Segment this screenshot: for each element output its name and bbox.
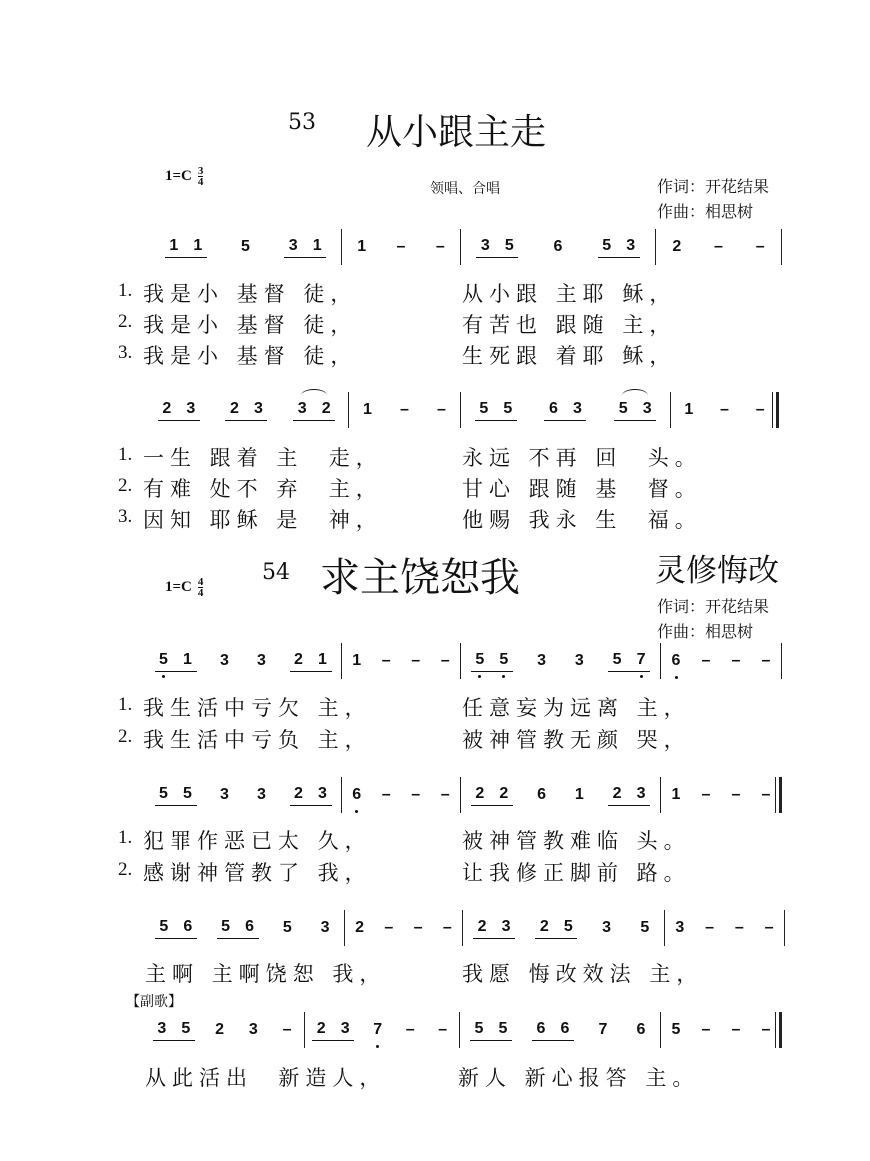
verse-number: 2. <box>118 475 133 496</box>
measure <box>660 643 781 679</box>
note: 1 <box>318 651 327 668</box>
eighth-pair <box>290 650 332 672</box>
note: 5 <box>618 400 628 417</box>
lyric-right: 被神管教难临 头。 <box>462 829 691 853</box>
note: 2 <box>162 400 172 417</box>
hold-dash: – <box>435 238 445 255</box>
measure <box>670 392 778 428</box>
lyric-right: 我愿 悔改效法 主， <box>462 962 704 986</box>
lyric-right: 有苦也 跟随 主， <box>462 313 677 337</box>
key-label: 1=C <box>165 579 192 595</box>
note: 3 <box>157 1020 167 1037</box>
lyric-left: 因知 耶稣 是 神， <box>143 508 383 532</box>
note: 6 <box>245 918 255 935</box>
note-low-octave: 6 <box>667 651 685 671</box>
eighth-pair-slurred <box>614 399 656 421</box>
time-bottom: 4 <box>197 176 204 188</box>
note: 3 <box>248 1021 258 1038</box>
song-number: 53 <box>288 110 316 135</box>
note: 3 <box>574 652 584 669</box>
note: 2 <box>539 918 549 935</box>
note: 3 <box>626 237 636 254</box>
note: 1 <box>169 237 179 254</box>
eighth-pair <box>290 784 332 806</box>
chorus-label: 【副歌】 <box>126 994 182 1010</box>
verse-number: 1. <box>118 280 133 301</box>
note: 5 <box>241 238 250 255</box>
final-barline <box>775 777 782 813</box>
note: 3 <box>537 652 547 669</box>
note: 1 <box>671 786 681 803</box>
note: 1 <box>183 651 192 668</box>
hold-dash: – <box>701 652 711 669</box>
measure <box>344 910 462 946</box>
note: 5 <box>479 400 489 417</box>
measure <box>145 392 348 428</box>
verse-number: 2. <box>118 311 133 332</box>
note: 1 <box>574 786 584 803</box>
note: 5 <box>474 1020 484 1037</box>
eighth-pair <box>155 784 197 806</box>
eighth-pair <box>155 917 197 939</box>
note: 5 <box>159 918 169 935</box>
measure <box>660 777 781 813</box>
note: 5 <box>612 651 622 668</box>
hold-dash: – <box>440 652 450 669</box>
lyric-left: 我是小 基督 徒， <box>143 282 358 306</box>
lyric-right: 让我修正脚前 路。 <box>462 861 691 885</box>
measure <box>341 643 460 679</box>
hold-dash: – <box>282 1021 292 1038</box>
eighth-pair <box>598 236 640 258</box>
eighth-pair <box>473 917 515 939</box>
eighth-pair <box>217 917 259 939</box>
note: 7 <box>598 1021 608 1038</box>
performance-note: 领唱、合唱 <box>430 181 500 197</box>
note: 3 <box>573 400 582 417</box>
composer: 作曲：相思树 <box>657 622 754 641</box>
hold-dash: – <box>440 786 450 803</box>
lyric-left: 一生 跟着 主 走， <box>143 446 383 470</box>
note: 5 <box>602 237 612 254</box>
note: 2 <box>294 785 303 802</box>
time-bottom: 4 <box>197 587 204 599</box>
lyric-left: 有难 处不 弃 主， <box>143 477 383 501</box>
measure <box>655 229 781 265</box>
note: 3 <box>220 786 229 803</box>
note: 2 <box>672 238 682 255</box>
hold-dash: – <box>400 401 409 418</box>
lyric-left: 我是小 基督 徒， <box>143 344 358 368</box>
measure <box>460 229 655 265</box>
note: 3 <box>254 400 263 417</box>
hold-dash: – <box>405 1021 415 1038</box>
song-number: 54 <box>262 560 290 585</box>
note: 3 <box>602 919 612 936</box>
eighth-pair <box>471 650 513 672</box>
note: 3 <box>675 919 685 936</box>
lyric-left: 我生活中亏负 主， <box>143 728 372 752</box>
composer: 作曲：相思树 <box>657 202 754 221</box>
measure <box>150 229 341 265</box>
barline <box>781 643 782 679</box>
time-top: 4 <box>197 576 204 588</box>
lyric-right: 任意妄为远离 主， <box>462 696 691 720</box>
lyric-right: 新人 新心报答 主。 <box>458 1066 700 1090</box>
note: 6 <box>560 1020 570 1037</box>
note-low-octave: 7 <box>632 650 650 670</box>
measure <box>145 643 341 679</box>
eighth-pair <box>471 784 513 806</box>
note: 6 <box>183 918 193 935</box>
note: 5 <box>498 1020 508 1037</box>
note: 5 <box>640 919 650 936</box>
note-low-octave: 6 <box>348 785 366 805</box>
barline <box>781 229 782 265</box>
note: 6 <box>536 1020 546 1037</box>
measure <box>462 910 664 946</box>
lyric-right: 甘心 跟随 基 督。 <box>462 477 702 501</box>
score-row <box>0 392 870 432</box>
hold-dash: – <box>761 1021 771 1038</box>
verse-number: 1. <box>118 694 133 715</box>
eighth-pair <box>155 650 197 672</box>
eighth-pair-slurred <box>293 399 335 421</box>
hold-dash: – <box>731 1021 741 1038</box>
verse-number: 2. <box>118 726 133 747</box>
measure <box>341 777 460 813</box>
note: 2 <box>355 919 365 936</box>
measure <box>145 910 344 946</box>
note: 2 <box>294 651 303 668</box>
note: 3 <box>220 652 229 669</box>
hold-dash: – <box>411 786 421 803</box>
note: 3 <box>636 785 646 802</box>
hold-dash: – <box>437 401 446 418</box>
note: 3 <box>340 1020 350 1037</box>
note: 1 <box>684 401 694 418</box>
measure <box>459 1012 660 1048</box>
note: 6 <box>553 238 563 255</box>
verse-number: 3. <box>118 342 133 363</box>
hold-dash: – <box>438 1021 448 1038</box>
lyricist: 作词：开花结果 <box>657 177 770 196</box>
note-low-octave: 5 <box>471 650 489 670</box>
note: 2 <box>321 400 331 417</box>
eighth-pair <box>532 1019 574 1041</box>
lyric-left: 我是小 基督 徒， <box>143 313 358 337</box>
song-category: 灵修悔改 <box>655 553 779 589</box>
eighth-pair <box>225 399 267 421</box>
note: 5 <box>183 785 192 802</box>
note: 1 <box>193 237 203 254</box>
note: 5 <box>563 918 573 935</box>
note: 5 <box>221 918 231 935</box>
note: 3 <box>501 918 511 935</box>
measure <box>460 392 670 428</box>
eighth-pair <box>165 236 207 258</box>
eighth-pair <box>544 399 586 421</box>
final-barline <box>772 392 779 428</box>
note: 2 <box>316 1020 326 1037</box>
note-low-octave: 5 <box>155 650 173 670</box>
key-signature <box>165 577 203 598</box>
note: 2 <box>230 400 239 417</box>
measure <box>660 1012 781 1048</box>
lyric-left: 感谢神管教了 我， <box>143 861 372 885</box>
lyric-right: 被神管教无颜 哭， <box>462 728 691 752</box>
score-row <box>0 1012 870 1052</box>
note: 1 <box>312 237 322 254</box>
lyric-left: 从此活出 新造人， <box>145 1066 387 1090</box>
verse-number: 1. <box>118 827 133 848</box>
key-label: 1=C <box>165 168 192 184</box>
hold-dash: – <box>731 786 741 803</box>
eighth-pair <box>153 1019 195 1041</box>
key-signature <box>165 166 203 187</box>
time-signature <box>198 577 204 598</box>
time-signature <box>198 166 204 187</box>
measure <box>304 1012 459 1048</box>
hold-dash: – <box>701 1021 711 1038</box>
eighth-pair <box>535 917 577 939</box>
measure <box>341 229 460 265</box>
note: 5 <box>181 1020 191 1037</box>
note: 1 <box>357 238 367 255</box>
note: 3 <box>318 785 327 802</box>
note: 6 <box>537 786 547 803</box>
hold-dash: – <box>705 919 715 936</box>
eighth-pair <box>312 1019 354 1041</box>
song-title: 从小跟主走 <box>366 112 547 153</box>
note: 3 <box>257 652 266 669</box>
lyric-right: 生死跟 着耶 稣， <box>462 344 677 368</box>
note: 5 <box>504 237 514 254</box>
time-top: 3 <box>197 165 204 177</box>
note: 1 <box>352 652 362 669</box>
eighth-pair <box>475 399 517 421</box>
measure <box>460 643 660 679</box>
note: 3 <box>297 400 307 417</box>
measure <box>145 777 341 813</box>
note: 3 <box>642 400 652 417</box>
note: 5 <box>282 919 292 936</box>
eighth-pair <box>608 650 650 672</box>
hold-dash: – <box>755 401 765 418</box>
note: 1 <box>363 401 372 418</box>
measure <box>664 910 784 946</box>
note: 5 <box>159 785 168 802</box>
note: 3 <box>320 919 330 936</box>
note: 6 <box>549 400 558 417</box>
hold-dash: – <box>701 786 711 803</box>
hold-dash: – <box>714 238 723 255</box>
note: 2 <box>477 918 487 935</box>
lyric-left: 主啊 主啊饶恕 我， <box>145 962 387 986</box>
eighth-pair <box>470 1019 512 1041</box>
note: 3 <box>288 237 298 254</box>
hold-dash: – <box>381 652 391 669</box>
note: 2 <box>475 785 485 802</box>
note-low-octave: 7 <box>369 1020 387 1040</box>
measure <box>348 392 460 428</box>
note: 2 <box>499 785 509 802</box>
note: 3 <box>257 786 266 803</box>
note: 2 <box>612 785 622 802</box>
hold-dash: – <box>731 652 741 669</box>
measure <box>460 777 660 813</box>
hold-dash: – <box>764 919 774 936</box>
hold-dash: – <box>761 652 771 669</box>
score-row <box>0 229 870 269</box>
note: 3 <box>186 400 196 417</box>
barline <box>784 910 785 946</box>
eighth-pair <box>284 236 326 258</box>
score-row <box>0 643 870 683</box>
hold-dash: – <box>381 786 391 803</box>
hold-dash: – <box>755 238 765 255</box>
measure <box>145 1012 304 1048</box>
final-barline <box>775 1012 782 1048</box>
lyric-left: 我生活中亏欠 主， <box>143 696 372 720</box>
hold-dash: – <box>396 238 406 255</box>
hold-dash: – <box>761 786 771 803</box>
score-row <box>0 910 870 950</box>
verse-number: 2. <box>118 859 133 880</box>
note-low-octave: 5 <box>495 650 513 670</box>
song-title: 求主饶恕我 <box>320 555 520 601</box>
eighth-pair <box>608 784 650 806</box>
hold-dash: – <box>734 919 744 936</box>
note: 3 <box>480 237 490 254</box>
lyricist: 作词：开花结果 <box>657 597 770 616</box>
note: 5 <box>671 1021 681 1038</box>
note: 6 <box>636 1021 646 1038</box>
verse-number: 1. <box>118 444 133 465</box>
hold-dash: – <box>413 919 423 936</box>
lyric-right: 永远 不再 回 头。 <box>462 446 702 470</box>
eighth-pair <box>158 399 200 421</box>
hold-dash: – <box>442 919 452 936</box>
hold-dash: – <box>384 919 394 936</box>
score-row <box>0 777 870 817</box>
note: 2 <box>215 1021 225 1038</box>
lyric-right: 从小跟 主耶 稣， <box>462 282 677 306</box>
verse-number: 3. <box>118 506 133 527</box>
eighth-pair <box>476 236 518 258</box>
note: 5 <box>503 400 513 417</box>
hold-dash: – <box>411 652 421 669</box>
lyric-right: 他赐 我永 生 福。 <box>462 508 702 532</box>
hold-dash: – <box>720 401 729 418</box>
lyric-left: 犯罪作恶已太 久， <box>143 829 372 853</box>
